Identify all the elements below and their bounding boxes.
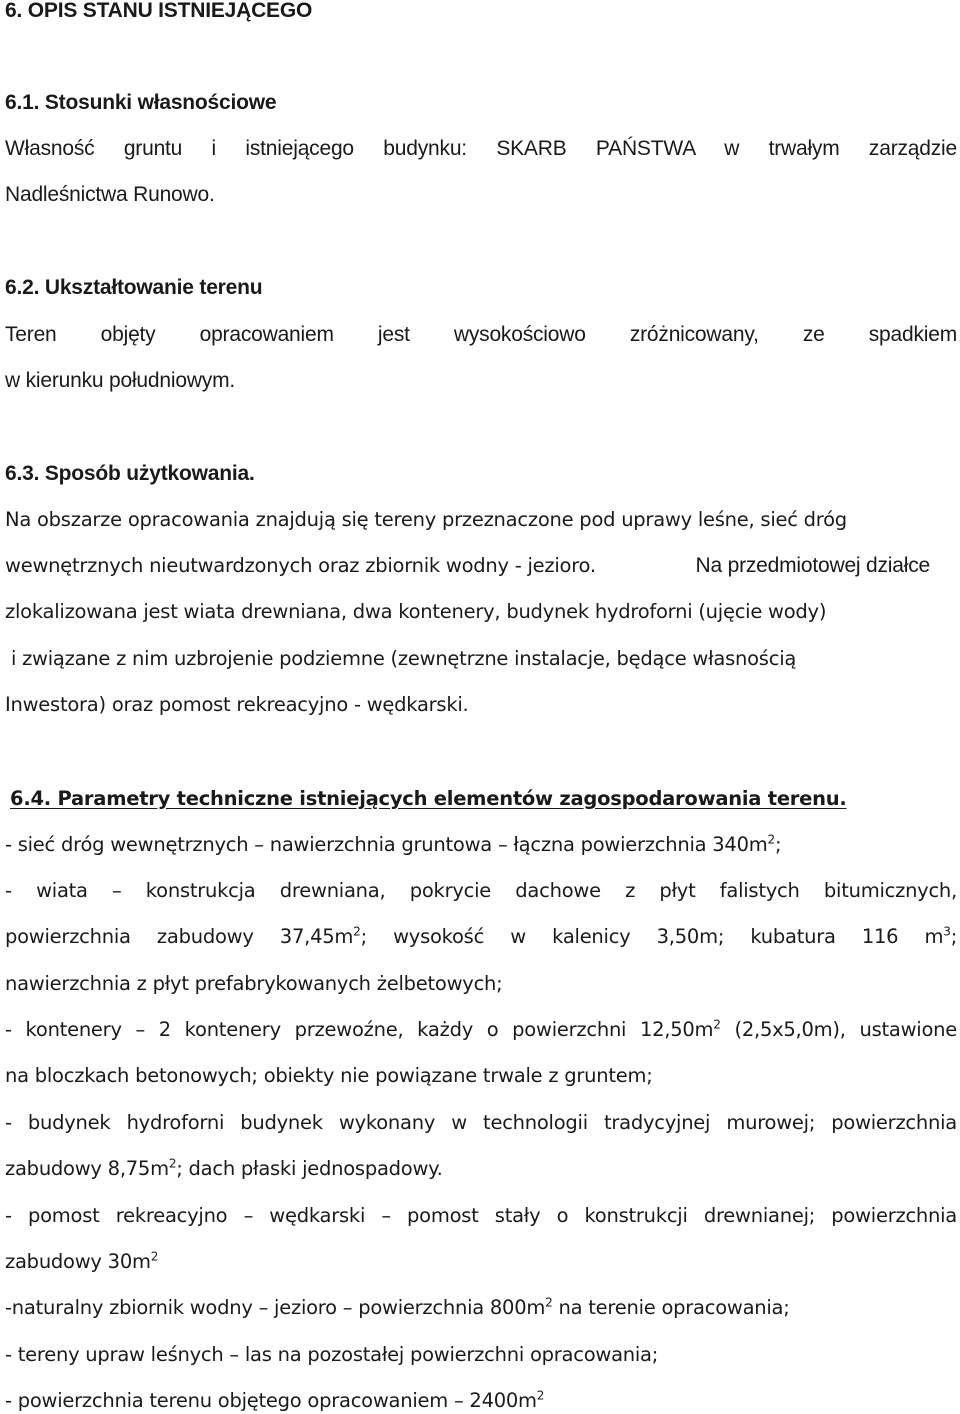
item-roads-sup: 2: [767, 832, 775, 847]
item-lake-sup: 2: [545, 1295, 553, 1310]
item-containers-dims: (2,5x5,0m), ustawione: [720, 1018, 957, 1041]
item-hydro-roof: ; dach płaski jednospadowy.: [176, 1157, 443, 1180]
item-forest: - tereny upraw leśnych – las na pozostałej powierzchni opracowania;: [5, 1343, 659, 1366]
document-heading: 6. OPIS STANU ISTNIEJĄCEGO: [5, 0, 313, 22]
section-6-4-title: 6.4. Parametry techniczne istniejących elementów zagospodarowania terenu.: [10, 787, 847, 810]
section-6-3-line-5: Inwestora) oraz pomost rekreacyjno - wędkarski.: [5, 693, 469, 716]
item-shed-volume-sup: 3: [943, 924, 951, 939]
item-shed-volume: ; wysokość w kalenicy 3,50m; kubatura 116 m: [360, 925, 944, 948]
section-6-1-line-1: Własność gruntu i istniejącego budynku: SKARB PAŃSTWA w trwałym zarządzie: [5, 137, 957, 160]
item-containers-line-1: [5, 1017, 957, 1043]
item-containers-text: - kontenery – 2 kontenery przewoźne, każdy o powierzchni 12,50m: [5, 1018, 714, 1041]
item-roads: [5, 832, 781, 858]
item-hydro-line-2: [5, 1156, 443, 1182]
section-6-2-title: 6.2. Ukształtowanie terenu: [5, 276, 263, 299]
item-total-area-sup: 2: [536, 1388, 545, 1403]
item-containers-sup: 2: [713, 1017, 721, 1032]
item-total-area-text: - powierzchnia terenu objętego opracowaniem – 2400m: [5, 1389, 537, 1412]
item-shed-area: powierzchnia zabudowy 37,45m: [5, 925, 354, 948]
item-shed-line-1: - wiata – konstrukcja drewniana, pokrycie dachowe z płyt falistych bitumicznych,: [5, 879, 957, 902]
item-roads-end: ;: [774, 833, 782, 856]
item-hydro-area: zabudowy 8,75m: [5, 1157, 169, 1180]
item-shed-line-3: nawierzchnia z płyt prefabrykowanych żelbetowych;: [5, 972, 503, 995]
section-6-1-title: 6.1. Stosunki własnościowe: [5, 91, 277, 114]
item-lake: [5, 1295, 790, 1321]
section-6-3-title: 6.3. Sposób użytkowania.: [5, 462, 255, 485]
item-shed-area-sup: 2: [353, 924, 361, 939]
item-total-area: [5, 1388, 544, 1414]
item-pier-sup: 2: [150, 1249, 159, 1264]
item-shed-line-2: [5, 924, 957, 950]
item-hydro-line-1: - budynek hydroforni budynek wykonany w technologii tradycyjnej murowej; powierzchnia: [5, 1111, 957, 1134]
item-hydro-sup: 2: [168, 1156, 177, 1171]
section-6-3-line-3: zlokalizowana jest wiata drewniana, dwa kontenery, budynek hydroforni (ujęcie wody): [5, 600, 827, 623]
section-6-3-line-2b: Na przedmiotowej działce: [695, 554, 930, 577]
item-lake-end: na terenie opracowania;: [552, 1296, 790, 1319]
section-6-3-line-4: i związane z nim uzbrojenie podziemne (zewnętrzne instalacje, będące własnością: [5, 647, 797, 670]
item-lake-text: -naturalny zbiornik wodny – jezioro – powierzchnia 800m: [5, 1296, 546, 1319]
item-pier-area: zabudowy 30m: [5, 1250, 151, 1273]
item-pier-line-2: [5, 1249, 158, 1275]
item-shed-end: ;: [950, 925, 958, 948]
section-6-3-line-2: [5, 553, 930, 579]
item-roads-text: - sieć dróg wewnętrznych – nawierzchnia gruntowa – łączna powierzchnia 340m: [5, 833, 768, 856]
section-6-3-line-2a: wewnętrznych nieutwardzonych oraz zbiornik wodny - jezioro.: [5, 554, 596, 577]
section-6-3-line-1: Na obszarze opracowania znajdują się tereny przeznaczone pod uprawy leśne, sieć dróg: [5, 508, 847, 531]
section-6-2-line-1: Teren objęty opracowaniem jest wysokościowo zróżnicowany, ze spadkiem: [5, 323, 957, 346]
item-containers-line-2: na bloczkach betonowych; obiekty nie powiązane trwale z gruntem;: [5, 1064, 653, 1087]
section-6-1-line-2: Nadleśnictwa Runowo.: [5, 183, 215, 206]
section-6-2-line-2: w kierunku południowym.: [5, 369, 236, 392]
item-pier-line-1: - pomost rekreacyjno – wędkarski – pomost stały o konstrukcji drewnianej; powierzchnia: [5, 1204, 957, 1227]
